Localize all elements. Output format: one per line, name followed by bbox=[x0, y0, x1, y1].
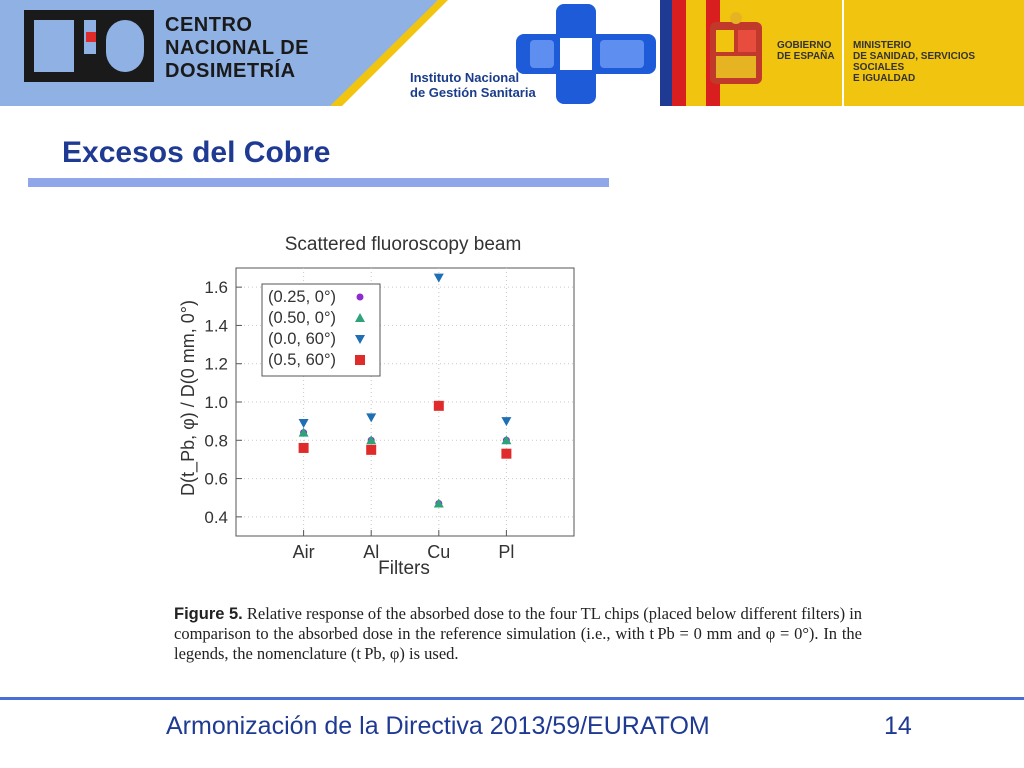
page-number: 14 bbox=[884, 712, 912, 740]
cnd-name bbox=[165, 14, 309, 83]
ministerio-line-3: E IGUALDAD bbox=[853, 73, 916, 84]
legend-label: (0.0, 60°) bbox=[268, 330, 337, 348]
cnd-logo-icon bbox=[24, 10, 154, 82]
y-tick-label: 0.6 bbox=[204, 469, 228, 489]
x-tick-label: Air bbox=[292, 542, 315, 562]
footer-text: Armonización de la Directiva 2013/59/EURATOM bbox=[166, 712, 710, 740]
ingesa-logo-icon bbox=[516, 4, 656, 104]
y-tick-label: 1.2 bbox=[204, 354, 228, 374]
legend-label: (0.50, 0°) bbox=[268, 309, 337, 327]
y-tick-label: 1.6 bbox=[204, 278, 228, 298]
cnd-line-2: NACIONAL DE bbox=[165, 37, 310, 59]
gov-divider bbox=[842, 0, 844, 106]
ingesa-name bbox=[410, 70, 536, 100]
data-point-triangle-up bbox=[501, 435, 511, 444]
y-axis-label: D(t_Pb, φ) / D(0 mm, 0°) bbox=[178, 300, 198, 496]
coat-of-arms-icon bbox=[710, 12, 762, 84]
data-point-square bbox=[434, 401, 444, 411]
x-tick-label: Cu bbox=[427, 542, 451, 562]
ingesa-line-1: Instituto Nacional bbox=[410, 70, 520, 85]
data-point-square bbox=[366, 445, 376, 455]
y-tick-label: 0.8 bbox=[204, 431, 228, 451]
chart-legend bbox=[262, 284, 380, 376]
ministerio-line-2: DE SANIDAD, SERVICIOS SOCIALES bbox=[853, 51, 976, 73]
x-axis-label: Filters bbox=[378, 558, 430, 579]
spain-flag-icon bbox=[660, 0, 780, 106]
data-point-triangle-down bbox=[299, 419, 309, 428]
x-tick-label: Pl bbox=[498, 542, 515, 562]
data-point-triangle-down bbox=[366, 413, 376, 422]
scatter-chart bbox=[170, 222, 590, 582]
gobierno-line-1: GOBIERNO bbox=[777, 40, 832, 51]
ministerio-label bbox=[853, 40, 1024, 84]
slide-header bbox=[0, 0, 1024, 106]
data-point-triangle-up bbox=[434, 498, 444, 507]
y-tick-label: 0.4 bbox=[204, 507, 228, 527]
ministerio-line-1: MINISTERIO bbox=[853, 40, 912, 51]
figure-caption bbox=[174, 604, 862, 664]
chart-title: Scattered fluoroscopy beam bbox=[284, 234, 522, 255]
caption-line-1: Relative response of the absorbed dose to the four TL chips (placed below bbox=[246, 604, 737, 623]
data-point-triangle-up bbox=[366, 435, 376, 444]
caption-line-2: different filters) in comparison to the absorbed dose in the reference simulation (i.e., bbox=[174, 604, 863, 643]
title-underline bbox=[28, 178, 609, 187]
caption-label: Figure 5. bbox=[174, 605, 243, 623]
data-point-triangle-down bbox=[501, 417, 511, 426]
data-point-square bbox=[299, 443, 309, 453]
data-point-triangle-down bbox=[434, 274, 444, 283]
ingesa-line-2: de Gestión Sanitaria bbox=[410, 85, 536, 100]
y-tick-label: 1.4 bbox=[204, 316, 228, 336]
legend-label: (0.5, 60°) bbox=[268, 351, 337, 369]
legend-marker-circle bbox=[357, 294, 364, 301]
legend-label: (0.25, 0°) bbox=[268, 288, 337, 306]
y-tick-label: 1.0 bbox=[204, 393, 228, 412]
legend-marker-square bbox=[355, 355, 365, 365]
data-point-square bbox=[501, 449, 511, 459]
cnd-line-3: DOSIMETRÍA bbox=[165, 60, 296, 82]
x-tick-label: Al bbox=[363, 542, 380, 562]
caption-line-3: with t Pb = 0 mm and φ = 0°). In the legends, the nomenclature (t Pb, φ) is used. bbox=[174, 624, 862, 663]
gobierno-line-2: DE ESPAÑA bbox=[777, 51, 835, 62]
gobierno-label bbox=[777, 40, 835, 62]
data-point-triangle-up bbox=[299, 428, 309, 437]
slide-title: Excesos del Cobre bbox=[62, 136, 331, 169]
cnd-line-1: CENTRO bbox=[165, 14, 253, 36]
footer-rule bbox=[0, 697, 1024, 700]
